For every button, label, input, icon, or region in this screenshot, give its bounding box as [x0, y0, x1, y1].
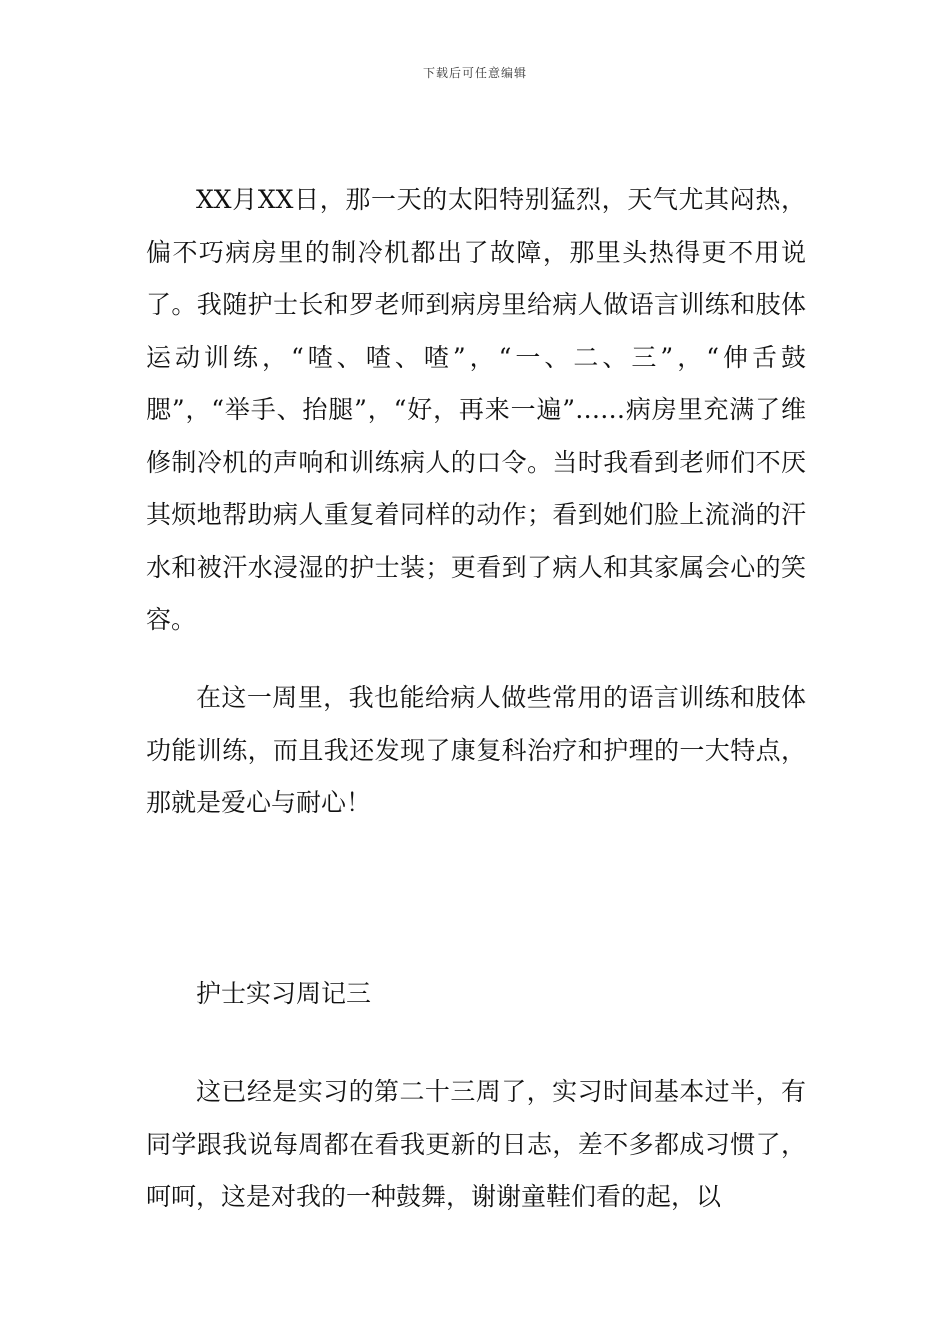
- body-paragraph-1: XX月XX日，那一天的太阳特别猛烈，天气尤其闷热，偏不巧病房里的制冷机都出了故障，那里头热得更不用说了。我随护士长和罗老师到病房里给病人做语言训练和肢体运动训练，“喳、喳、喳”，“一、二、三”，“伸舌鼓腮”，“举手、抬腿”，“好，再来一遍”……病房里充满了维修制冷机的声响和训练病人的口令。当时我看到老师们不厌其烦地帮助病人重复着同样的动作；看到她们脸上流淌的汗水和被汗水浸湿的护士装；更看到了病人和其家属会心的笑容。: [146, 185, 806, 634]
- section-title: 护士实习周记三: [196, 979, 372, 1008]
- section-paragraph: 这已经是实习的第二十三周了，实习时间基本过半，有同学跟我说每周都在看我更新的日志，差不多都成习惯了，呵呵，这是对我的一种鼓舞，谢谢童鞋们看的起，以: [146, 1077, 806, 1211]
- page-header-note: 下载后可任意编辑: [422, 66, 527, 80]
- body-paragraph-2: 在这一周里，我也能给病人做些常用的语言训练和肢体功能训练，而且我还发现了康复科治疗和护理的一大特点，那就是爱心与耐心！: [146, 683, 806, 817]
